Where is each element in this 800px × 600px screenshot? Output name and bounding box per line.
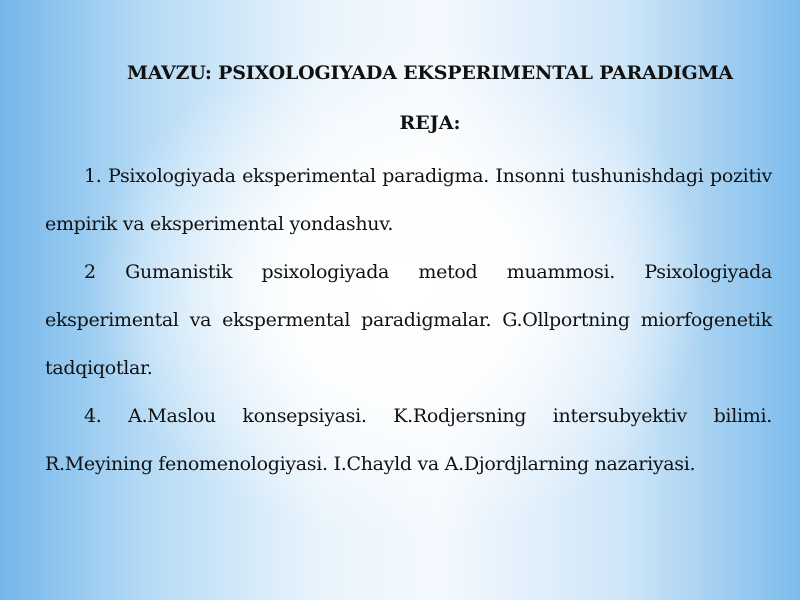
- plan-item-2: 2 Gumanistik psixologiyada metod muammosi. Psixologiyada eksperimental va ekspermental paradigmalar. G.Ollportning miorfogenetik tadqiqotlar.: [45, 261, 772, 379]
- plan-item-1: 1. Psixologiyada eksperimental paradigma. Insonni tushunishdagi pozitiv empirik va eksperimental yondashuv.: [45, 165, 772, 235]
- plan-item-3: 4. A.Maslou konsepsiyasi. K.Rodjersning intersubyektiv bilimi. R.Meyining fenomenologiyasi. I.Chayld va A.Djordjlarning nazariyasi.: [45, 405, 772, 475]
- plan-heading: REJA:: [399, 112, 461, 134]
- slide-title: MAVZU: PSIXOLOGIYADA EKSPERIMENTAL PARADIGMA: [127, 62, 733, 84]
- plan-list: [45, 152, 772, 488]
